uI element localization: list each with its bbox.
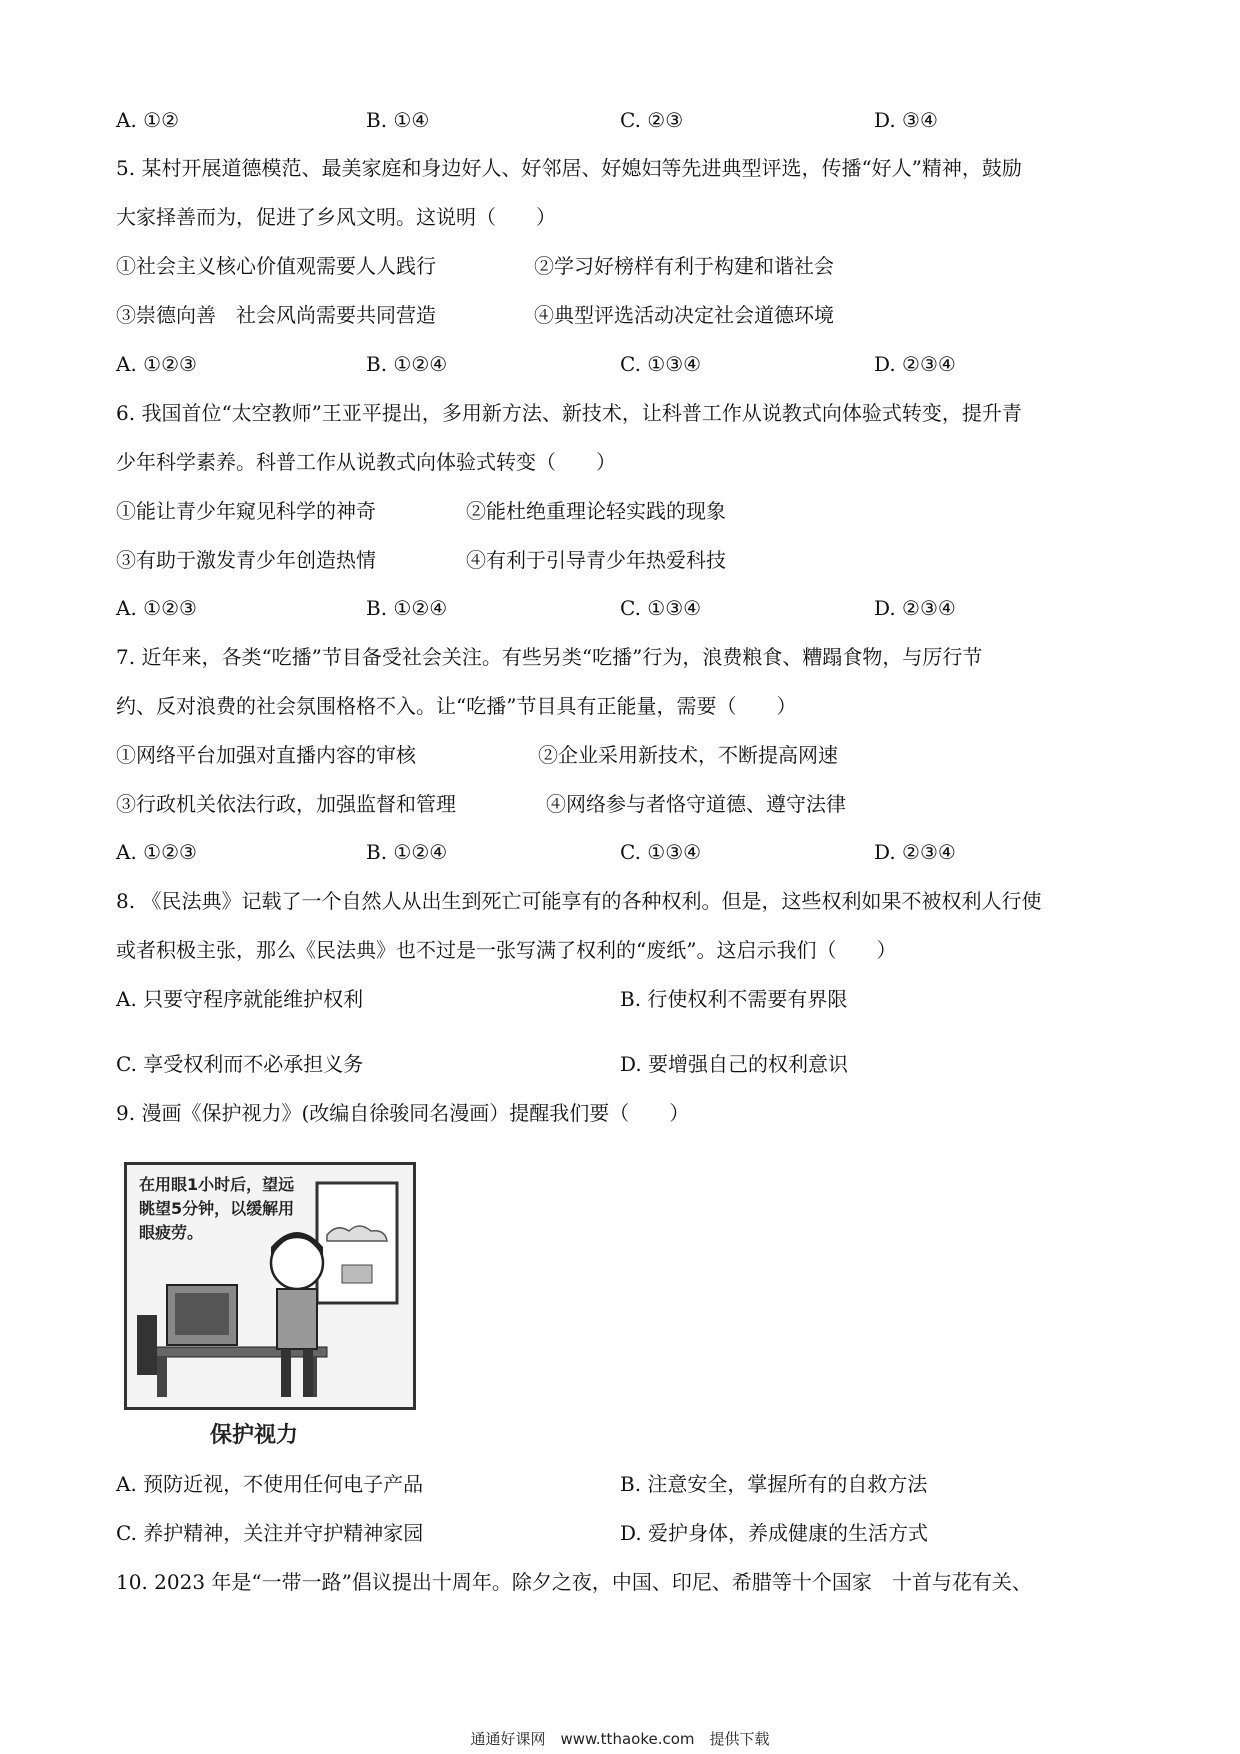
q5-option-d: D. ②③④ — [874, 352, 956, 376]
comic-speech-text: 在用眼1小时后，望远眺望5分钟，以缓解用眼疲劳。 — [139, 1175, 295, 1242]
q6-statement-4: ④有利于引导青少年热爱科技 — [466, 548, 726, 572]
q7-option-b: B. ①②④ — [366, 840, 448, 864]
q5-option-c: C. ①③④ — [620, 352, 702, 376]
q5-stem-line1: 5. 某村开展道德模范、最美家庭和身边好人、好邻居、好媳妇等先进典型评选，传播“好人”精神，鼓励 — [116, 156, 1022, 180]
q8-option-d: D. 要增强自己的权利意识 — [620, 1052, 849, 1076]
q6-option-d: D. ②③④ — [874, 596, 956, 620]
q7-option-d: D. ②③④ — [874, 840, 956, 864]
q6-option-b: B. ①②④ — [366, 596, 448, 620]
q6-stem-line1: 6. 我国首位“太空教师”王亚平提出，多用新方法、新技术，让科普工作从说教式向体验式转变，提升青 — [116, 401, 1022, 425]
comic-image — [124, 1162, 416, 1410]
page-footer: 通通好课网 www.tthaoke.com 提供下载 — [470, 1730, 770, 1748]
q7-option-c: C. ①③④ — [620, 840, 702, 864]
q7-statement-2: ②企业采用新技术，不断提高网速 — [538, 743, 838, 767]
q4-option-a: A. ①② — [116, 108, 180, 132]
q5-statement-4: ④典型评选活动决定社会道德环境 — [534, 303, 834, 327]
q9-option-a: A. 预防近视，不使用任何电子产品 — [116, 1472, 424, 1496]
q5-statement-2: ②学习好榜样有利于构建和谐社会 — [534, 254, 834, 278]
q7-option-a: A. ①②③ — [116, 840, 197, 864]
q6-option-a: A. ①②③ — [116, 596, 197, 620]
q5-stem-line2: 大家择善而为，促进了乡风文明。这说明（ ） — [116, 205, 556, 229]
q6-stem-line2: 少年科学素养。科普工作从说教式向体验式转变（ ） — [116, 450, 616, 474]
q7-statement-3: ③行政机关依法行政，加强监督和管理 — [116, 792, 456, 816]
q8-option-b: B. 行使权利不需要有界限 — [620, 987, 848, 1011]
comic-illustration — [127, 1165, 413, 1407]
q6-statement-1: ①能让青少年窥见科学的神奇 — [116, 499, 376, 523]
q4-option-b: B. ①④ — [366, 108, 430, 132]
comic-caption: 保护视力 — [210, 1423, 299, 1448]
q9-option-c: C. 养护精神，关注并守护精神家园 — [116, 1521, 424, 1545]
q8-option-a: A. 只要守程序就能维护权利 — [116, 987, 364, 1011]
q5-statement-3: ③崇德向善 社会风尚需要共同营造 — [116, 303, 436, 327]
q10-stem-line1: 10. 2023 年是“一带一路”倡议提出十周年。除夕之夜，中国、印尼、希腊等十个国家 十首与花有关、 — [116, 1570, 1032, 1594]
q5-option-a: A. ①②③ — [116, 352, 197, 376]
q7-statement-1: ①网络平台加强对直播内容的审核 — [116, 743, 416, 767]
q6-option-c: C. ①③④ — [620, 596, 702, 620]
q6-statement-3: ③有助于激发青少年创造热情 — [116, 548, 376, 572]
q9-option-d: D. 爱护身体，养成健康的生活方式 — [620, 1521, 929, 1545]
q4-option-c: C. ②③ — [620, 108, 684, 132]
q4-option-d: D. ③④ — [874, 108, 938, 132]
q9-option-b: B. 注意安全，掌握所有的自救方法 — [620, 1472, 928, 1496]
q5-statement-1: ①社会主义核心价值观需要人人践行 — [116, 254, 436, 278]
q8-stem-line2: 或者积极主张，那么《民法典》也不过是一张写满了权利的“废纸”。这启示我们（ ） — [116, 938, 897, 962]
q5-option-b: B. ①②④ — [366, 352, 448, 376]
q8-stem-line1: 8. 《民法典》记载了一个自然人从出生到死亡可能享有的各种权利。但是，这些权利如果不被权利人行使 — [116, 889, 1042, 913]
q7-stem-line2: 约、反对浪费的社会氛围格格不入。让“吃播”节目具有正能量，需要（ ） — [116, 694, 797, 718]
q8-option-c: C. 享受权利而不必承担义务 — [116, 1052, 364, 1076]
q7-stem-line1: 7. 近年来，各类“吃播”节目备受社会关注。有些另类“吃播”行为，浪费粮食、糟蹋食物，与厉行节 — [116, 645, 983, 669]
q6-statement-2: ②能杜绝重理论轻实践的现象 — [466, 499, 726, 523]
q7-statement-4: ④网络参与者恪守道德、遵守法律 — [546, 792, 846, 816]
q9-stem-line1: 9. 漫画《保护视力》(改编自徐骏同名漫画）提醒我们要（ ） — [116, 1101, 690, 1125]
